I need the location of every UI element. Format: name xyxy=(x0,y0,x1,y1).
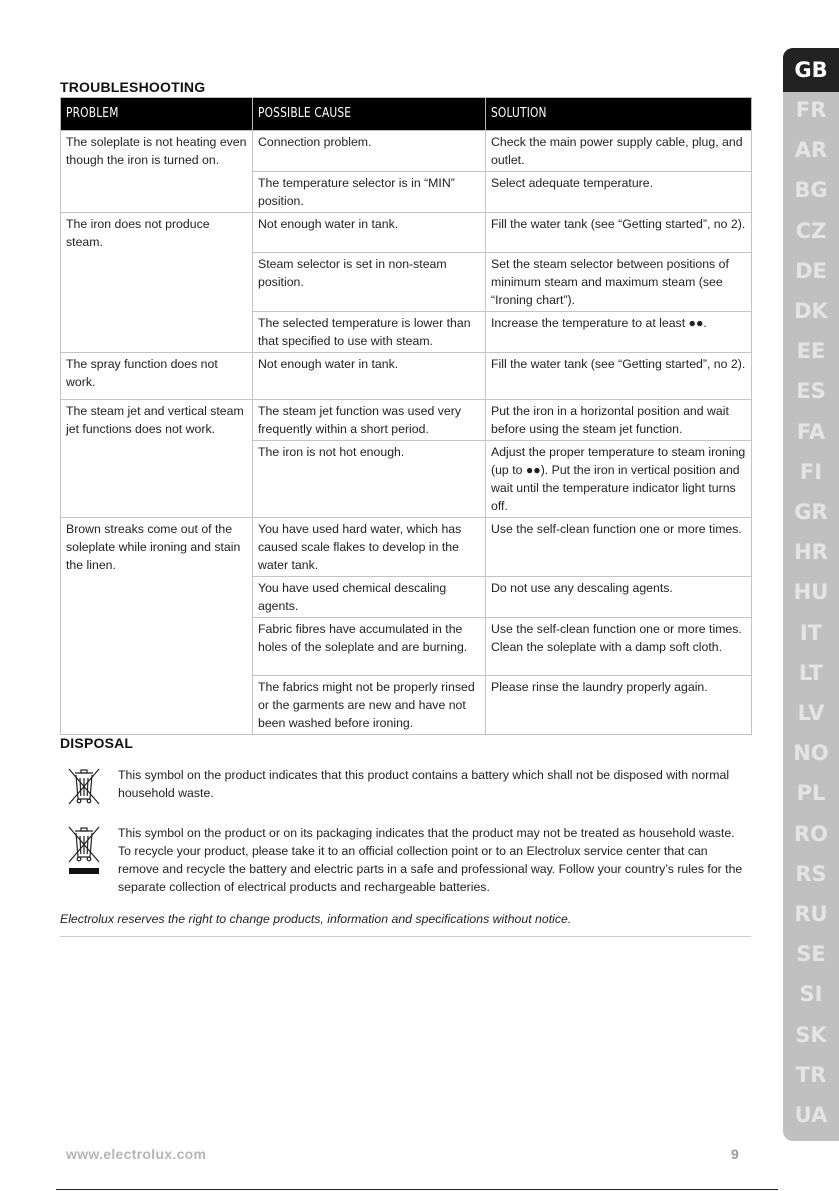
language-tab-pl[interactable]: PL xyxy=(796,781,826,806)
crossed-bin-with-bar-icon xyxy=(66,824,102,881)
crossed-bin-icon xyxy=(66,766,102,811)
language-tab-dk[interactable]: DK xyxy=(794,299,828,323)
cause-cell: Connection problem. xyxy=(253,131,486,172)
problem-cell: The soleplate is not heating even though the iron is turned on. xyxy=(61,131,253,213)
disposal-item xyxy=(60,766,750,806)
solution-cell: Put the iron in a horizontal position and wait before using the steam jet function. xyxy=(486,400,752,441)
cause-cell: The iron is not hot enough. xyxy=(253,441,486,518)
solution-cell: Do not use any descaling agents. xyxy=(486,577,752,618)
header-cause: POSSIBLE CAUSE xyxy=(253,98,486,131)
language-tab-hr[interactable]: HR xyxy=(794,540,828,565)
solution-cell: Please rinse the laundry properly again. xyxy=(486,676,752,735)
cause-cell: The temperature selector is in “MIN” position. xyxy=(253,172,486,213)
disposal-item xyxy=(60,824,750,896)
problem-cell: The steam jet and vertical steam jet functions does not work. xyxy=(61,400,253,518)
language-tab-ee[interactable]: EE xyxy=(796,339,826,364)
cause-cell: You have used hard water, which has caused scale flakes to develop in the water tank. xyxy=(253,518,486,577)
cause-cell: Not enough water in tank. xyxy=(253,353,486,400)
language-tab-de[interactable]: DE xyxy=(795,258,827,283)
language-tab-ro[interactable]: RO xyxy=(793,821,829,846)
language-tab-tr[interactable]: TR xyxy=(795,1062,827,1087)
cause-cell: The selected temperature is lower than that specified to use with steam. xyxy=(253,312,486,353)
solution-cell: Use the self-clean function one or more times. xyxy=(486,518,752,577)
page-number: 9 xyxy=(731,1146,739,1162)
language-tab-ru[interactable]: RU xyxy=(794,902,828,926)
header-solution: SOLUTION xyxy=(486,98,752,131)
language-tab-it[interactable]: IT xyxy=(799,620,823,645)
problem-cell: The iron does not produce steam. xyxy=(61,213,253,353)
notice-text: Electrolux reserves the right to change products, information and specifications without notice. xyxy=(60,912,572,926)
language-tab-sk[interactable]: SK xyxy=(795,1022,827,1047)
footer-url[interactable]: www.electrolux.com xyxy=(66,1146,207,1162)
cause-cell: Not enough water in tank. xyxy=(253,213,486,253)
language-tab-lv[interactable]: LV xyxy=(797,701,825,725)
disposal-text: This symbol on the product indicates that this product contains a battery which shall not be disposed with normal household waste. xyxy=(118,768,730,800)
solution-cell: Fill the water tank (see “Getting started”, no 2). xyxy=(486,213,752,253)
language-tab-es[interactable]: ES xyxy=(796,379,826,404)
solution-cell: Adjust the proper temperature to steam ironing (up to ●●). Put the iron in vertical position and wait until the temperature indicator light turns off. xyxy=(486,441,752,518)
language-sidebar xyxy=(783,48,839,1141)
cause-cell: The fabrics might not be properly rinsed or the garments are new and have not been washed before ironing. xyxy=(253,676,486,735)
footer-divider xyxy=(56,1189,778,1190)
language-tab-ar[interactable]: AR xyxy=(794,138,828,163)
language-tab-active[interactable]: GB xyxy=(783,48,839,92)
language-tab-cz[interactable]: CZ xyxy=(795,218,827,243)
disposal-text: This symbol on the product or on its packaging indicates that the product may not be treated as household waste. To recycle your product, please take it to an official collection point or to an Electrolux service center that can remove and recycle the battery and electric parts in a safe and professional way. Follow your country’s rules for the separate collection of electrical products and rechargeable batteries. xyxy=(118,826,743,894)
troubleshooting-title: TROUBLESHOOTING xyxy=(60,79,206,95)
header-problem: PROBLEM xyxy=(61,98,253,131)
solution-cell: Set the steam selector between positions of minimum steam and maximum steam (see “Ironing chart”). xyxy=(486,253,752,312)
table-row xyxy=(61,213,752,253)
solution-cell: Use the self-clean function one or more times. Clean the soleplate with a damp soft cloth. xyxy=(486,618,752,676)
table-row xyxy=(61,400,752,441)
cause-cell: Steam selector is set in non-steam position. xyxy=(253,253,486,312)
language-tab-lt[interactable]: LT xyxy=(798,660,824,685)
language-tab-bg[interactable]: BG xyxy=(794,178,828,203)
solution-cell: Check the main power supply cable, plug, and outlet. xyxy=(486,131,752,172)
table-row xyxy=(61,518,752,577)
table-row xyxy=(61,353,752,400)
solution-cell: Fill the water tank (see “Getting started”, no 2). xyxy=(486,353,752,400)
language-tab-si[interactable]: SI xyxy=(799,982,823,1007)
divider xyxy=(60,936,751,937)
language-tab-no[interactable]: NO xyxy=(793,741,829,766)
solution-cell: Select adequate temperature. xyxy=(486,172,752,213)
language-tab-fa[interactable]: FA xyxy=(796,419,826,444)
language-tab-gr[interactable]: GR xyxy=(794,500,828,524)
troubleshooting-table xyxy=(60,97,752,735)
language-tab-hu[interactable]: HU xyxy=(793,580,829,605)
cause-cell: You have used chemical descaling agents. xyxy=(253,577,486,618)
cause-cell: The steam jet function was used very frequently within a short period. xyxy=(253,400,486,441)
language-tab-rs[interactable]: RS xyxy=(795,861,827,886)
language-tab-se[interactable]: SE xyxy=(796,942,826,967)
table-header-row xyxy=(61,98,752,131)
language-tab-ua[interactable]: UA xyxy=(794,1103,828,1127)
solution-cell: Increase the temperature to at least ●●. xyxy=(486,312,752,353)
cause-cell: Fabric fibres have accumulated in the holes of the soleplate and are burning. xyxy=(253,618,486,676)
problem-cell: Brown streaks come out of the soleplate while ironing and stain the linen. xyxy=(61,518,253,735)
problem-cell: The spray function does not work. xyxy=(61,353,253,400)
language-tab-fr[interactable]: FR xyxy=(795,98,827,122)
table-row xyxy=(61,131,752,172)
language-tab-fi[interactable]: FI xyxy=(799,459,823,484)
disposal-title: DISPOSAL xyxy=(60,735,134,751)
